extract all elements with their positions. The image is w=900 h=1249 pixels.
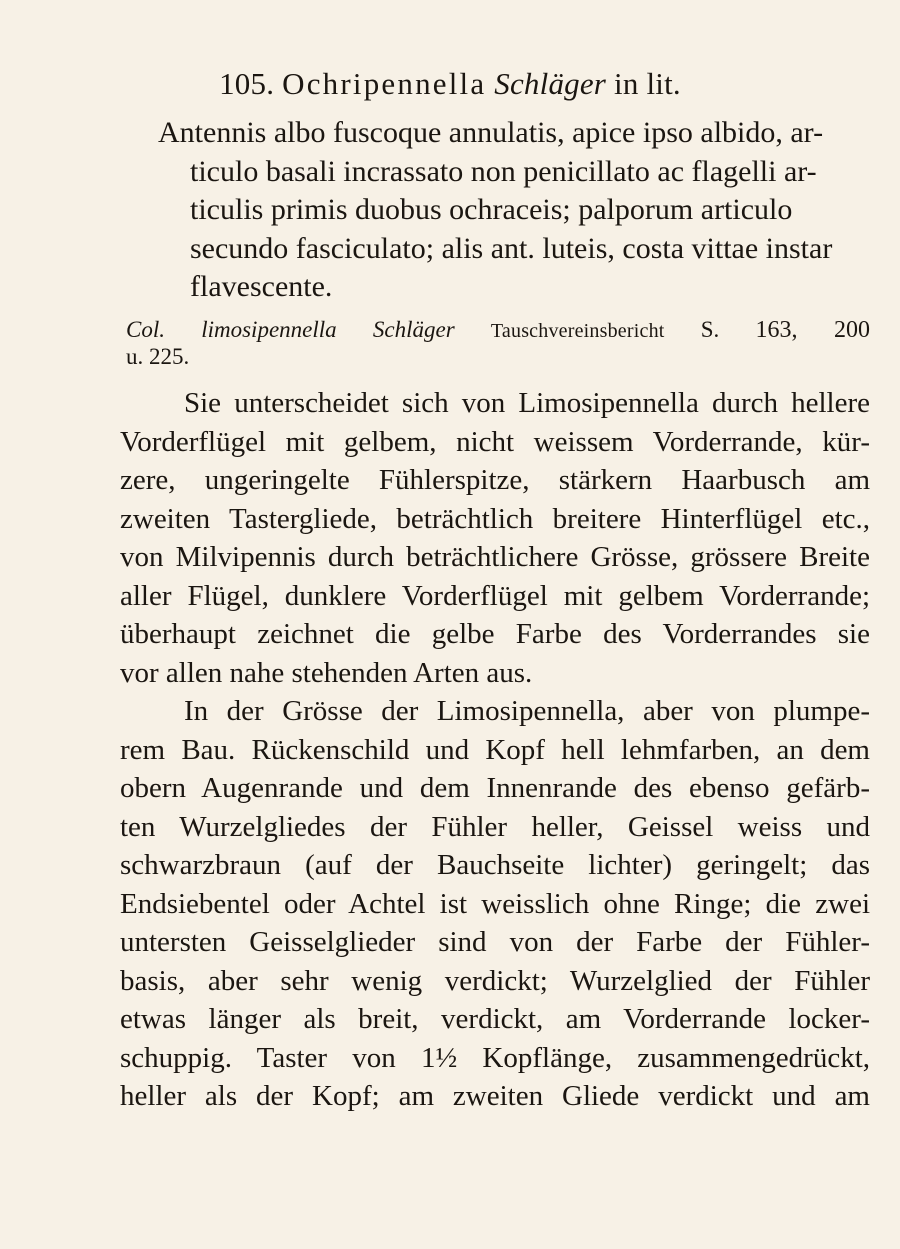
reference-pages: 163, 200	[755, 317, 871, 343]
latin-diagnosis	[158, 114, 870, 307]
description-text	[120, 384, 870, 1116]
text-line: zere, ungeringelte Fühlerspitze, stärkern Haarbusch am	[120, 464, 870, 496]
text-line: vor allen nahe stehenden Arten aus.	[120, 656, 533, 689]
latin-line: secundo fasciculato; alis ant. luteis, costa vittae instar	[190, 231, 833, 265]
text-line: In der Grösse der Limosipennella, aber von plumpe-	[184, 695, 870, 727]
latin-line: ticulis primis duobus ochraceis; palporum articulo	[190, 193, 793, 226]
text-line: aller Flügel, dunklere Vorderflügel mit gelbem Vorderrande;	[120, 579, 870, 612]
text-line: untersten Geisselglieder sind von der Farbe der Fühler-	[120, 926, 870, 958]
reference-page-label: S.	[700, 317, 720, 342]
text-line: Vorderflügel mit gelbem, nicht weissem Vorderrande, kür-	[120, 425, 870, 458]
text-line: ten Wurzelgliedes der Fühler heller, Geissel weiss und	[120, 810, 870, 843]
latin-line: ticulo basali incrassato non penicillato ac flagelli ar-	[190, 154, 817, 188]
text-line: etwas länger als breit, verdickt, am Vorderrande locker-	[120, 1003, 870, 1035]
text-line: Sie unterscheidet sich von Limosipennella durch hellere	[184, 387, 870, 419]
text-line: obern Augenrande und dem Innenrande des ebenso gefärb-	[120, 772, 870, 804]
text-line: rem Bau. Rückenschild und Kopf hell lehmfarben, an dem	[120, 733, 870, 766]
text-line: schuppig. Taster von 1½ Kopflänge, zusammengedrückt,	[120, 1041, 870, 1074]
text-line: zweiten Tastergliede, beträchtlich breitere Hinterflügel etc.,	[120, 502, 870, 535]
text-line: basis, aber sehr wenig verdickt; Wurzelglied der Fühler	[120, 964, 870, 997]
latin-line: Antennis albo fuscoque annulatis, apice ipso albido, ar-	[158, 116, 824, 149]
species-number: 105.	[219, 66, 275, 101]
species-suffix: in lit.	[614, 66, 681, 101]
reference-line-1	[126, 317, 870, 344]
text-line: überhaupt zeichnet die gelbe Farbe des Vorderrandes sie	[120, 618, 870, 650]
reference-author: Schläger	[372, 317, 455, 342]
reference-source: Tauschvereinsbericht	[490, 320, 665, 342]
reference-prefix: Col.	[126, 317, 165, 342]
reference-line-2: u. 225.	[126, 344, 190, 369]
text-line: heller als der Kopf; am zweiten Gliede verdickt und am	[120, 1080, 870, 1112]
text-line: schwarzbraun (auf der Bauchseite lichter) geringelt; das	[120, 849, 870, 881]
text-line: Endsiebentel oder Achtel ist weisslich ohne Ringe; die zwei	[120, 887, 870, 920]
latin-line: flavescente.	[190, 270, 333, 303]
reference-name: limosipennella	[201, 317, 337, 342]
species-genus: Ochripennella	[282, 66, 487, 101]
text-line: von Milvipennis durch beträchtlichere Grösse, grössere Breite	[120, 541, 870, 573]
literature-reference	[126, 317, 870, 370]
species-author: Schläger	[494, 66, 607, 101]
species-heading	[0, 64, 900, 104]
